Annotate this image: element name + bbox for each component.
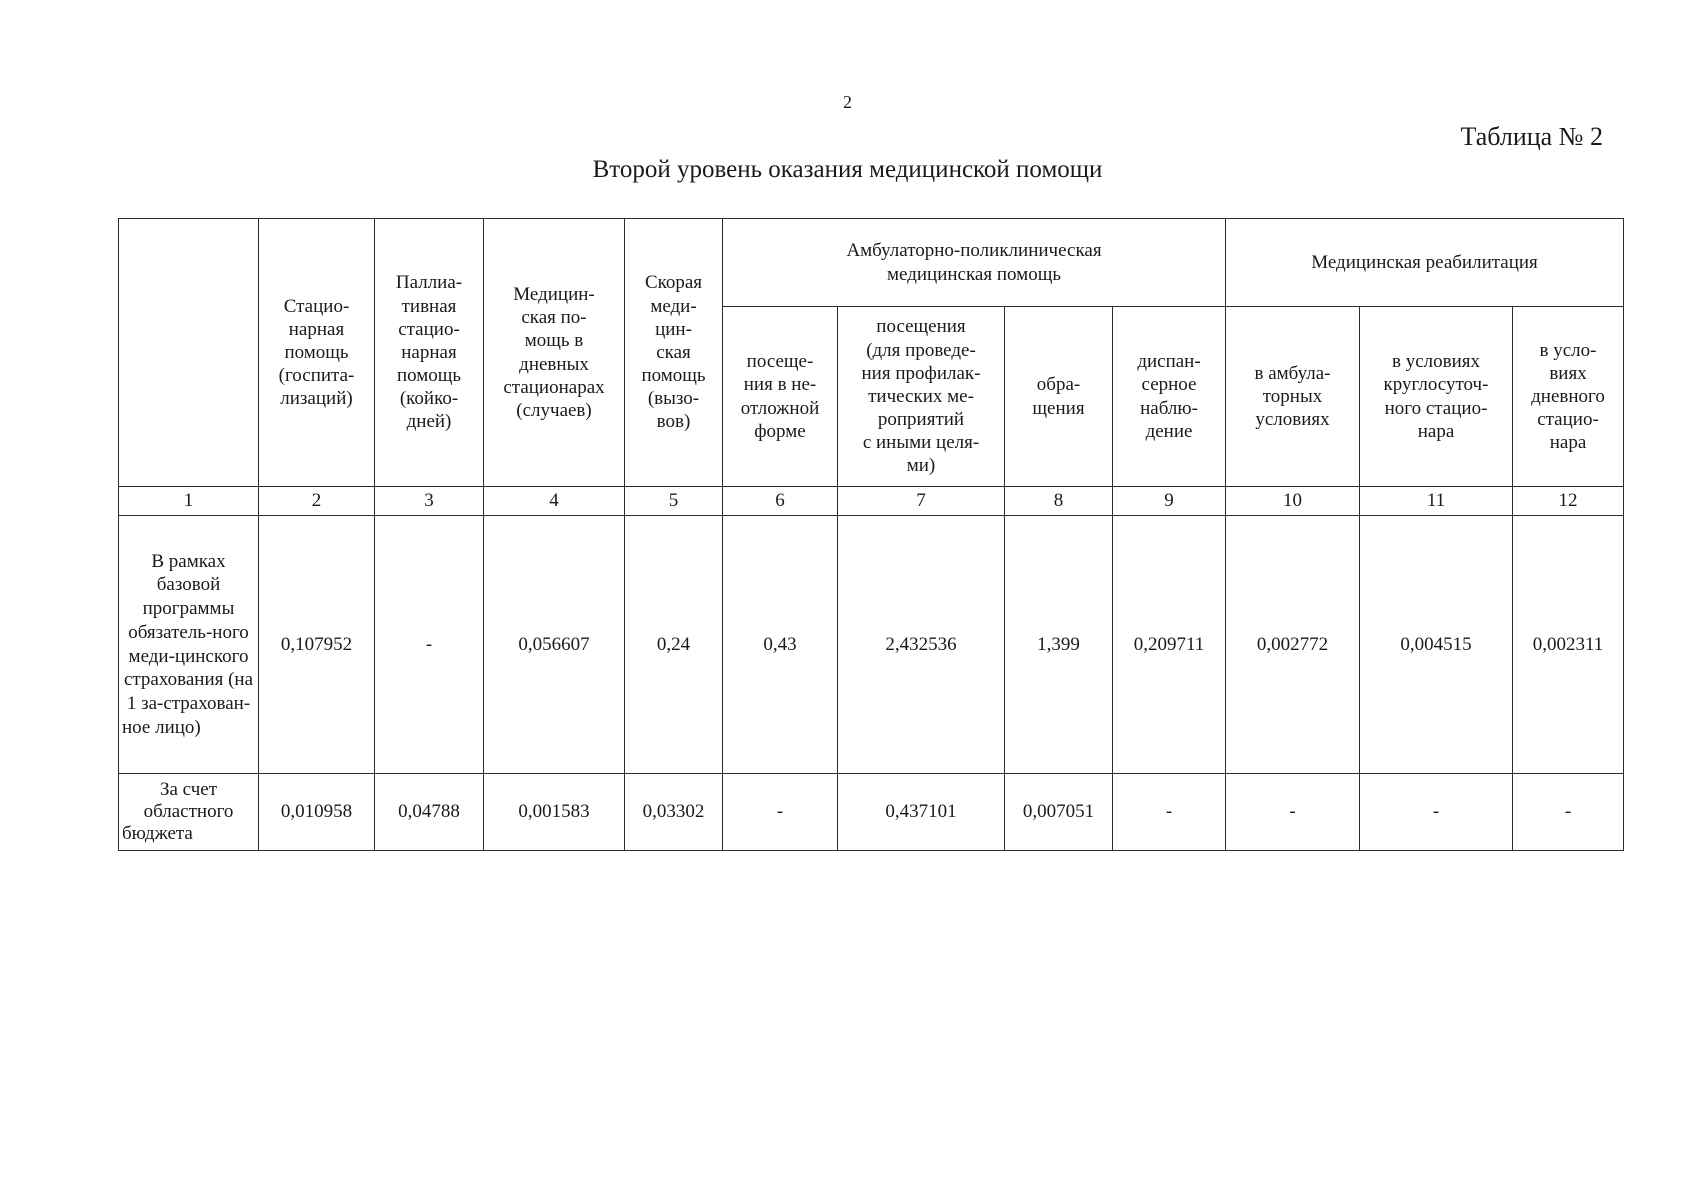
column-number: 4 (484, 487, 625, 516)
column-numbers-row (119, 487, 1624, 516)
table-label: Таблица № 2 (1460, 122, 1603, 151)
header-col-5 (625, 219, 723, 487)
header-col-10 (1226, 307, 1360, 487)
column-number: 6 (723, 487, 838, 516)
header-col-2 (259, 219, 375, 487)
column-number: 2 (259, 487, 375, 516)
column-number: 3 (375, 487, 484, 516)
table-cell: 0,007051 (1005, 774, 1113, 851)
row-label: За счет областного бюджета (119, 774, 259, 851)
column-number: 5 (625, 487, 723, 516)
table-cell: 0,04788 (375, 774, 484, 851)
header-group-rehabilitation (1226, 219, 1624, 307)
column-number: 1 (119, 487, 259, 516)
data-table (118, 218, 1624, 851)
table-cell: 2,432536 (838, 516, 1005, 774)
header-col-6-text: посеще- ния в не- отложной форме (740, 351, 820, 442)
table-row (119, 774, 1624, 851)
header-col-12 (1513, 307, 1624, 487)
header-col-4-text: Медицин- ская по- мощь в дневных стационарах (случаев) (503, 283, 605, 421)
table-cell: 0,43 (723, 516, 838, 774)
header-group-ambulatory-text: Амбулаторно-поликлиническая медицинская помощь (846, 240, 1102, 285)
table-cell: - (1113, 774, 1226, 851)
table-cell: 0,107952 (259, 516, 375, 774)
header-group-rehabilitation-text: Медицинская реабилитация (1311, 251, 1538, 273)
column-number: 12 (1513, 487, 1624, 516)
table-row (119, 516, 1624, 774)
header-col-8-text: обра- щения (1032, 374, 1085, 419)
header-col-7 (838, 307, 1005, 487)
header-col-3-text: Паллиа- тивная стацио- нарная помощь (койко- дней) (395, 272, 463, 433)
table-cell: 0,001583 (484, 774, 625, 851)
table-cell: 0,03302 (625, 774, 723, 851)
header-col-8 (1005, 307, 1113, 487)
column-number: 7 (838, 487, 1005, 516)
header-col-10-text: в амбула- торных условиях (1254, 362, 1331, 431)
table-cell: 0,010958 (259, 774, 375, 851)
table-cell: - (1226, 774, 1360, 851)
header-col-3 (375, 219, 484, 487)
table-cell: 0,002311 (1513, 516, 1624, 774)
header-col-4 (484, 219, 625, 487)
header-col-2-text: Стацио- нарная помощь (госпита- лизаций) (278, 295, 355, 410)
table-cell: 0,002772 (1226, 516, 1360, 774)
header-group-ambulatory (723, 219, 1226, 307)
header-col-11 (1360, 307, 1513, 487)
table-cell: 0,004515 (1360, 516, 1513, 774)
header-col-1 (119, 219, 259, 487)
table-cell: 0,24 (625, 516, 723, 774)
table-cell: - (375, 516, 484, 774)
page-number: 2 (843, 92, 852, 112)
header-col-7-text: посещения (для проведе- ния профилак- тических ме- роприятий с иными целя- ми) (861, 316, 981, 477)
header-col-9 (1113, 307, 1226, 487)
column-number: 11 (1360, 487, 1513, 516)
table-cell: 0,056607 (484, 516, 625, 774)
column-number: 10 (1226, 487, 1360, 516)
table-cell: - (1360, 774, 1513, 851)
document-title: Второй уровень оказания медицинской помощи (592, 156, 1103, 183)
row-label: В рамках базовой программы обязатель-ного меди-цинского страхования (на 1 за-страхован-ное лицо) (119, 516, 259, 774)
header-col-6 (723, 307, 838, 487)
header-col-11-text: в условиях круглосуточ- ного стацио- нара (1383, 351, 1489, 442)
table-cell: - (1513, 774, 1624, 851)
header-col-12-text: в усло- виях дневного стацио- нара (1531, 339, 1605, 454)
table-cell: 0,209711 (1113, 516, 1226, 774)
table-cell: - (723, 774, 838, 851)
header-col-5-text: Скорая меди- цин- ская помощь (вызо- вов) (641, 272, 706, 433)
table-cell: 1,399 (1005, 516, 1113, 774)
header-col-9-text: диспан- серное наблю- дение (1137, 351, 1201, 442)
table-cell: 0,437101 (838, 774, 1005, 851)
column-number: 8 (1005, 487, 1113, 516)
column-number: 9 (1113, 487, 1226, 516)
